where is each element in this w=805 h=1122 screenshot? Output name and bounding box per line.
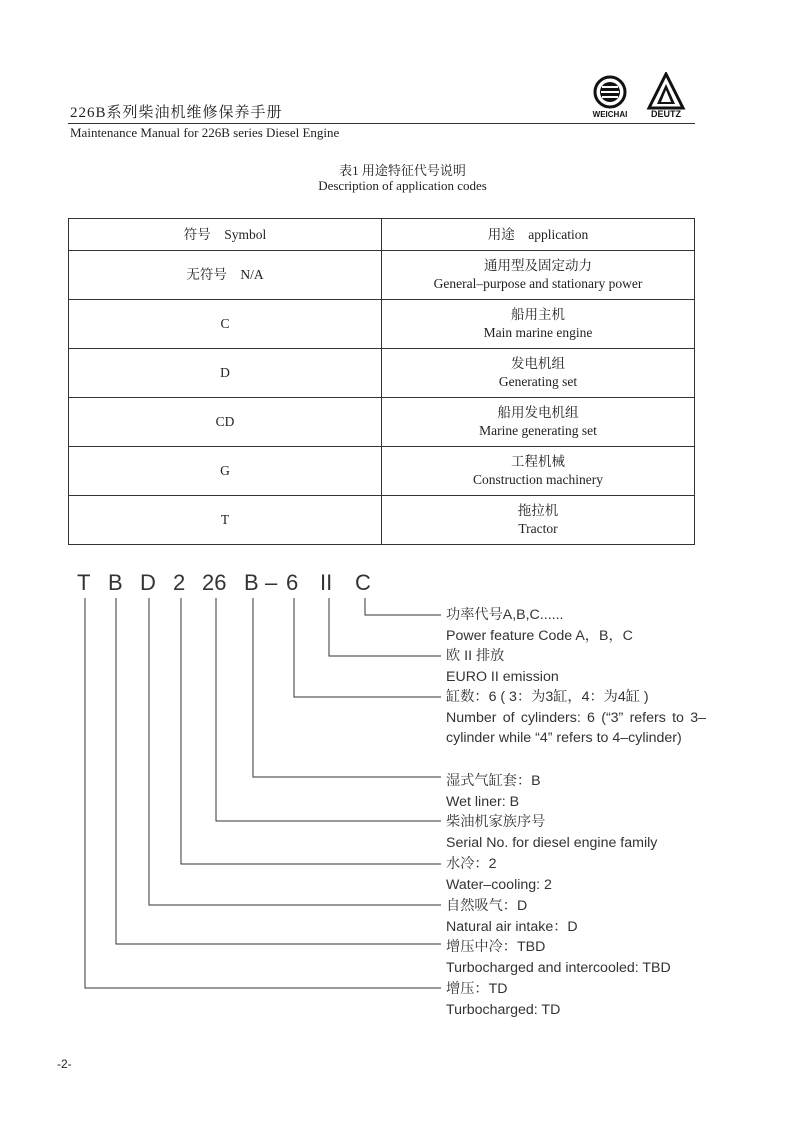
- manual-title-en: Maintenance Manual for 226B series Diesel Engine: [70, 125, 340, 140]
- annotation-en: Natural air intake：D: [446, 918, 578, 935]
- application-cn: 船用主机: [511, 307, 565, 322]
- row-symbol: D: [69, 349, 382, 398]
- table-caption-en: Description of application codes: [318, 178, 487, 193]
- leader-line-6: [294, 598, 441, 697]
- annotation-cn: 增压：TD: [446, 981, 508, 997]
- weichai-logo-text: WEICHAI: [592, 110, 628, 119]
- application-cn: 拖拉机: [517, 503, 559, 518]
- application-en: General–purpose and stationary power: [433, 276, 643, 291]
- table-caption-cn: 表1 用途特征代号说明: [339, 163, 466, 178]
- application-cn: 工程机械: [511, 454, 565, 469]
- manual-title-cn: 226B系列柴油机维修保养手册: [70, 105, 283, 121]
- leader-line-2: [181, 598, 441, 864]
- code-letter: T: [77, 570, 91, 595]
- annotation-turbocharged: [446, 979, 706, 1020]
- code-letter: D: [140, 570, 156, 595]
- application-cn: 发电机组: [511, 356, 565, 371]
- annotation-cn: 功率代号A,B,C......: [446, 607, 564, 623]
- leader-line-b-turbo: [116, 598, 441, 944]
- leader-line-c: [365, 598, 441, 615]
- annotation-power-code: [446, 605, 706, 646]
- application-en: Marine generating set: [479, 423, 597, 438]
- code-letter: B: [108, 570, 123, 595]
- annotation-cn: 湿式气缸套：B: [446, 773, 541, 789]
- header-symbol: 符号 Symbol: [69, 219, 382, 251]
- annotation-cn: 自然吸气：D: [446, 898, 528, 914]
- annotation-family-serial: [446, 812, 706, 853]
- code-letter: B: [244, 570, 259, 595]
- application-en: Construction machinery: [472, 472, 604, 487]
- annotation-wet-liner: [446, 771, 706, 812]
- application-en: Main marine engine: [483, 325, 593, 340]
- header-application: 用途 application: [382, 219, 695, 251]
- annotation-turbo-intercooled: [446, 937, 706, 978]
- annotation-cn: 欧 II 排放: [446, 648, 505, 664]
- row-symbol: C: [69, 300, 382, 349]
- deutz-logo-text: DEUTZ: [651, 109, 681, 119]
- leader-line-b: [253, 598, 441, 777]
- annotation-cylinders: [446, 687, 706, 749]
- code-letter: 26: [202, 570, 227, 595]
- row-symbol: CD: [69, 398, 382, 447]
- application-en: Tractor: [518, 521, 558, 536]
- annotation-cn: 增压中冷：TBD: [446, 939, 546, 955]
- annotation-euro-ii: [446, 646, 706, 687]
- annotation-en: Wet liner: B: [446, 793, 520, 810]
- annotation-cn: 缸数：6 ( 3：为3缸，4：为4缸 ): [446, 689, 649, 705]
- row-symbol: G: [69, 447, 382, 496]
- application-en: Generating set: [498, 374, 578, 389]
- annotation-cn: 柴油机家族序号: [446, 814, 546, 830]
- row-symbol: T: [69, 496, 382, 545]
- annotation-water-cooling: [446, 854, 706, 895]
- leader-line-ii: [329, 598, 441, 656]
- annotation-en: Turbocharged and intercooled: TBD: [446, 959, 671, 976]
- annotation-cn: 水冷：2: [446, 856, 497, 872]
- annotation-en: Water–cooling: 2: [446, 876, 552, 893]
- leader-line-d: [149, 598, 441, 905]
- annotation-en: Turbocharged: TD: [446, 1001, 561, 1018]
- annotation-en: EURO II emission: [446, 668, 559, 685]
- code-letter: 6: [286, 570, 299, 595]
- page-number: -2-: [57, 1057, 72, 1071]
- code-letter: II: [320, 570, 333, 595]
- code-letter: C: [355, 570, 371, 595]
- application-cn: 通用型及固定动力: [484, 258, 592, 273]
- annotation-en: Serial No. for diesel engine family: [446, 834, 658, 851]
- annotation-en: Number of cylinders: 6 (“3” refers to 3–cylinder while “4” refers to 4–cylinder): [446, 709, 706, 747]
- code-letter: –: [265, 570, 278, 595]
- application-cn: 船用发电机组: [497, 405, 579, 420]
- code-letter: 2: [173, 570, 186, 595]
- annotation-en: Power feature Code A，B，C: [446, 627, 633, 644]
- annotation-natural-intake: [446, 896, 706, 937]
- row-symbol: 无符号 N/A: [69, 251, 382, 300]
